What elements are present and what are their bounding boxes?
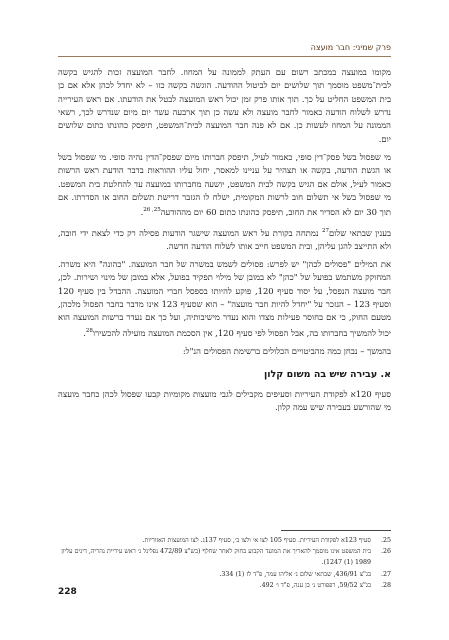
- page-number: 228: [58, 587, 77, 597]
- footnote-number: 27.: [380, 570, 391, 578]
- paragraph: מקומו במועצה במכתב רשום עם העתק לממונה על המחוז. לחבר המועצה זכות להגיש בקשה לבית־משפט מוסמך תוך שלושים יום לביטול ההודעה. הוגשה בקשה כזו – לא יחדל לכהן אלא אם כן בית המשפט החליט על כך. תוך אותו פרק זמן יכול ראש המועצה לבטל את הודעתו. אם ראש העירייה נדרש לשלוח הודעה כאמור לחבר מועצה ולא עשה כן תוך ארבעה עשר יום מיום שנדרש לכך, רשאי הממונה על המחוז לעשות כן. אם לא פנה חבר המועצה לבית־המשפט, תיפסק כהונתו כתום שלושים יום.: [58, 67, 391, 144]
- section-heading: א. עבירה שיש בה משום קלון: [264, 369, 391, 381]
- footnote: [58, 580, 391, 591]
- paragraph: את המילים "פסולים לכהן" יש לפרש: פסולים לשמש במשרה של חבר המועצה. "כהונה" היא משרה. המחוקק משתמש בפועל של "כהן" לא במובן של מילוי תפקיד בפועל, אלא במובן של מינוי ושירות. לכן, חבר מועצה הנפסל, על יסוד סעיף 120, פוקע להיותו בספסל חברי המועצה. ההבדל בין סעיף 120 וסעיף 123 – הנזכר על "יחדל להיות חבר מועצה" – הוא שסעיף 123 אינו מדבר בחבר הפסול מלכהן, מטעם החוק, כי אם בחוסר פעילות מצדו והוא נעדר מישיבותיה, ועל כך אם נעדר ברשות המועצה הוא יכול להמשיך בחברותו בה, אבל הפסול לפי סעיף 120, אין הסכמת המועצה מועילה להכשירו$^{28}$.: [58, 259, 392, 338]
- main-text: [58, 66, 391, 419]
- footnote-text: בג"צ 436/91, שבתאי שלום נ׳ אליהו עמר, פ"ד לז (1) 334.: [219, 570, 371, 578]
- footnote-marker: 27: [321, 227, 329, 234]
- footnote: [58, 535, 391, 546]
- footnote-number: 26.: [380, 548, 391, 556]
- footnote-divider: [281, 530, 391, 531]
- footnote: [58, 546, 391, 568]
- footnote-marker: 25: [153, 207, 161, 214]
- footnote-number: 25.: [380, 537, 391, 544]
- footnote-text: בג"צ 59/52, רפפורט נ׳ בן ענה, פ"ד ו׳ 492.: [259, 581, 371, 589]
- paragraph: בהמשך – נבחן כמה מהביטויים הכלולים ברשימת הפסולים הנ"ל:: [182, 345, 391, 356]
- paragraph: מי שפסול בשל פסק־דין סופי, כאמור לעיל, תיפסק חברותו מיום שפסק־הדין נהיה סופי. מי שפסול בשל או הגשת הודעה, בקשה או תצהיר על עניינו למאסר, יחול עליו ההוראות בדבר הודעת ראש הרשות כאמור לעיל, אולם אם הגיש בקשה לבית המשפט, יושעה מחברותו במועצה עד להחלטת בית המשפט. מי שפסול בשל אי תשלום חוב לרשות המקומית, ישלח לו הגזבר דרישת תשלום החוב או הסדרתו. אם תוך 30 יום לא הסדיר את החוב, תיפסק כהונתו כתום 60 יום מההודעה$^{25,}$ $^{26}$.: [58, 152, 391, 218]
- running-header: [58, 42, 391, 57]
- paragraph: בענין שבתאי שלום$^{27}$ נמתחה בקורת על ראש המועצה שישגר הודעות פסילה רק כדי לצאת ידי חובה, ולא התייצב להגן עליהן, ובית המשפט חייב אותו לשלוח הודעה חדשה.: [58, 227, 392, 251]
- footnote: [58, 569, 391, 580]
- running-title: פרק שמיני: חבר מועצה: [310, 43, 391, 52]
- footnotes: [58, 535, 391, 591]
- footnote-marker: 28: [85, 327, 93, 334]
- footnote-marker: 26: [143, 207, 151, 214]
- footnote-text: סעיף 123א לפקודת העיריות. סעיף 105 לצו א׳ ולצו ב׳, סעיף 137ג. לצו המועצות האזוריות.: [142, 537, 371, 544]
- section-paragraph: סעיף 120א לפקודת העיריות וסעיפים מקבילים לגבי מועצות מקומיות קבעו שפסול לכהן כחבר מועצה מי שהורשע בעבירה שיש עמה קלון.: [58, 388, 391, 412]
- footnote-number: 28.: [380, 581, 391, 589]
- footnote-text: בית המשפט אינו מוסמך להאריך את המועד הקבוע בחוק לאחר שחלף (בש"צ 472/89 נפלינל נ׳ ראש עיריית נהריה, דינים עליון 1989 (1) 1247).: [61, 548, 371, 567]
